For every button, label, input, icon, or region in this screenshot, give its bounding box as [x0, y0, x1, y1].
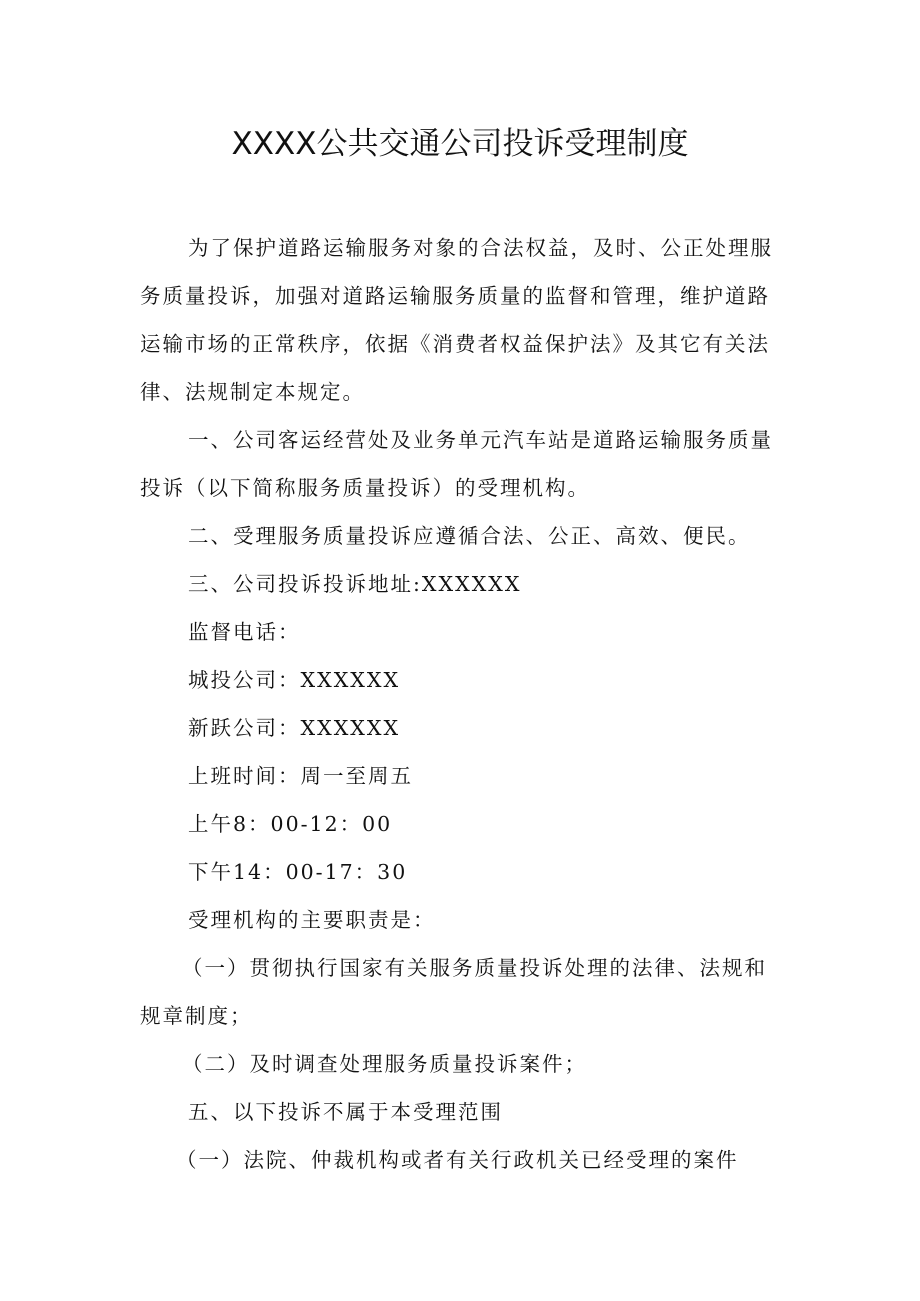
document-title: XXXX公共交通公司投诉受理制度	[231, 126, 689, 162]
clause-1: 一、公司客运经营处及业务单元汽车站是道路运输服务质量投诉（以下简称服务质量投诉）的受理机构。	[140, 428, 773, 500]
phone-xinyue: 新跃公司：XXXXXX	[188, 716, 401, 740]
intro-paragraph: 为了保护道路运输服务对象的合法权益，及时、公正处理服务质量投诉，加强对道路运输服务质量的监督和管理，维护道路运输市场的正常秩序，依据《消费者权益保护法》及其它有关法律、法规制定本规定。	[140, 236, 773, 404]
clause-3-address: 三、公司投诉投诉地址:XXXXXX	[188, 572, 522, 596]
document-body	[140, 224, 786, 1184]
clause-5: 五、以下投诉不属于本受理范围	[188, 1100, 503, 1124]
duty-2: （二）及时调查处理服务质量投诉案件；	[182, 1052, 587, 1076]
duty-1: （一）贯彻执行国家有关服务质量投诉处理的法律、法规和规章制度；	[140, 956, 767, 1028]
office-hours-morning: 上午8：00-12：00	[188, 812, 393, 836]
phone-chengtou: 城投公司：XXXXXX	[188, 668, 401, 692]
office-hours-days: 上班时间：周一至周五	[188, 764, 413, 788]
duties-heading: 受理机构的主要职责是：	[188, 908, 436, 932]
supervision-phone-label: 监督电话：	[188, 620, 301, 644]
clause-2: 二、受理服务质量投诉应遵循合法、公正、高效、便民。	[188, 524, 751, 548]
clause-5-item-1: （一）法院、仲裁机构或者有关行政机关已经受理的案件	[176, 1148, 739, 1172]
office-hours-afternoon: 下午14：00-17：30	[188, 860, 408, 884]
